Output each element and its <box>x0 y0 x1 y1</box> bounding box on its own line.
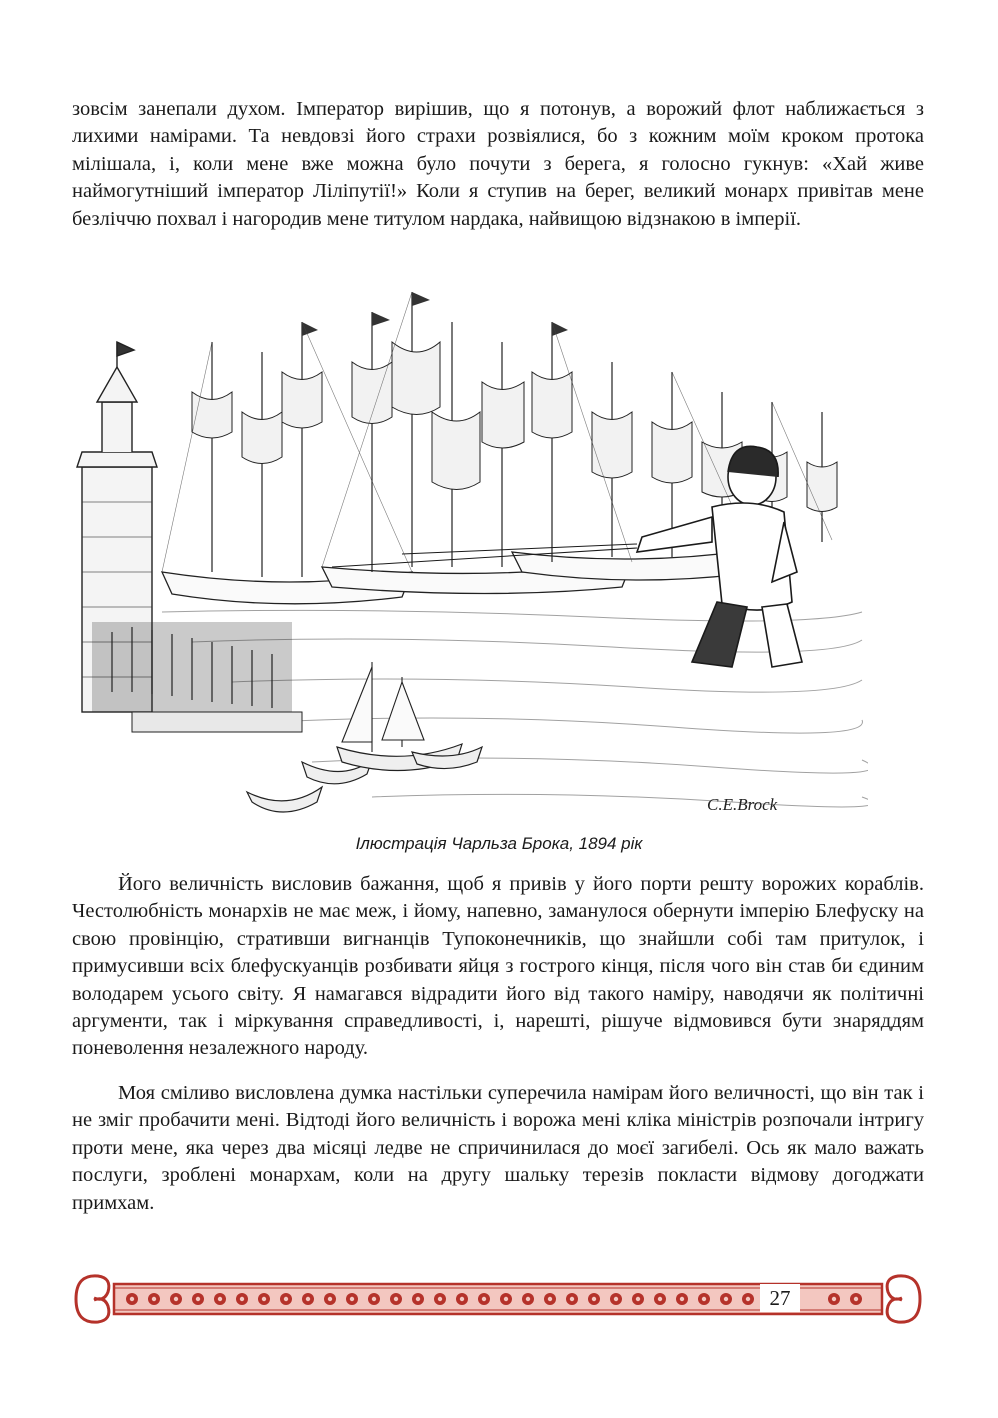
illustration-caption: Ілюстрація Чарльза Брока, 1894 рік <box>355 834 643 853</box>
paragraph-2: Його величність висловив бажання, щоб я привів у його порти решту ворожих кораблів. Честолюбність монархів не має меж, і йому, напевно, заманулося обернути імперію Блефуску на свою провінцію, стративши вигнанців Тупоконечників, що знайшли собі там притулок, і примусивши всіх блефускуанців розбивати яйця з гострого кінця, після чого він став би єдиним володарем усього світу. Я намагався відрадити його від такого наміру, наводячи як політичні аргументи, так і міркування справедливості, і, нарешті, рішуче відмовився бути знаряддям поневолення незалежного народу. <box>72 873 924 1060</box>
artist-signature: C.E.Brock <box>707 795 778 814</box>
paragraph-3: Моя сміливо висловлена думка настільки суперечила намірам його величності, що він так і не зміг пробачити мені. Відтоді його величність і ворожа мені кліка міністрів розпочали інтригу проти мене, яка через два місяці ледве не спричинилася до моєї загибелі. Ось як мало важать послуги, зроблені монархам, коли на другу шальку терезів покласти відмову догоджати примхам. <box>72 1082 924 1214</box>
paragraph-1: зовсім занепали духом. Імператор вирішив, що я потонув, а ворожий флот наближається з лихими намірами. Та невдовзі його страхи розвіялися, бо з кожним моїм кроком протока мілішала, і, коли мене вже можна було почути з берега, я голосно гукнув: «Хай живе наймогутніший імператор Ліліпутії!» Коли я ступив на берег, великий монарх привітав мене безліччю похвал і нагородив мене титулом нардака, найвищою відзнакою в імперії. <box>72 98 924 230</box>
page-number: 27 <box>760 1284 800 1312</box>
illustration-gulliver-fleet <box>72 282 868 827</box>
